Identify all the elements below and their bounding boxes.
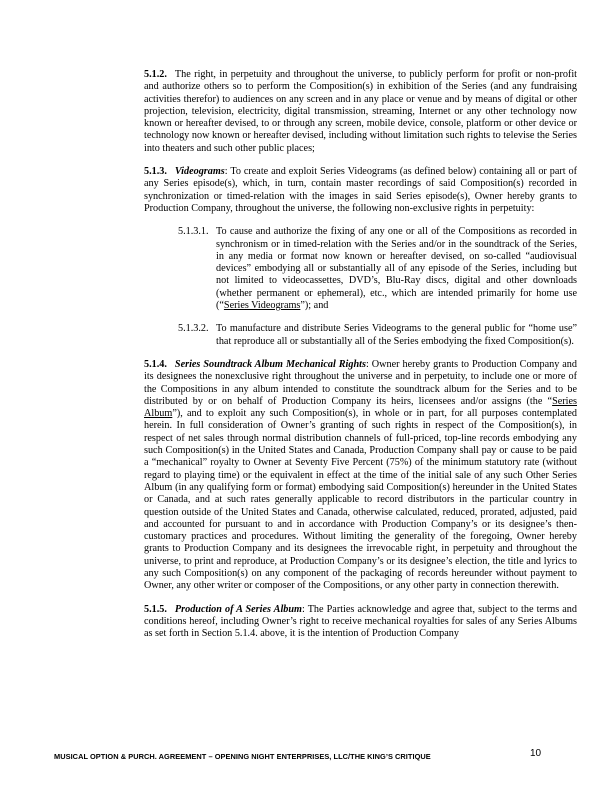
footer-title: MUSICAL OPTION & PURCH. AGREEMENT – OPENING NIGHT ENTERPRISES, LLC/THE KING’S CRITIQUE [54, 752, 431, 761]
document-body [144, 69, 577, 651]
section-heading: Series Soundtrack Album Mechanical Rights [174, 358, 366, 370]
subsection-text-end: ”); and [300, 300, 329, 312]
section-text-end: ”), and to exploit any such Composition(s), in whole or in part, for all purposes contemplated herein. In full consideration of Owner’s granting of such rights in respect of the Composition(s), in respect of net sales through normal distribution channels of full-priced, top-line records embodying any such Composition(s) in the United States and Canada, Production Company shall pay or cause to be paid a “mechanical” royalty to Owner at Seventy Five Percent (75%) of the minimum statutory rate (without regard to playing time) or the equivalent in effect at the time of the initial sale of any such Other Series Album (in any qualifying form or format) embodying said Composition(s) hereunder in the United States or Canada, and at such rates generally applicable to record distributors in the particular country in question outside of the United States and Canada, otherwise calculated, reduced, prorated, adjusted, paid and accounted for pursuant to and in accordance with Production Company’s or its designee’s then-customary practices and procedures. Without limiting the generality of the foregoing, Owner hereby grants to Production Company and its designees the irrevocable right, in perpetuity and throughout the universe, to print and reproduce, at Production Company’s or its designee’s election, the title and lyrics to any such Composition(s) on any component of the packaging of records hereunder without payment to Owner, any other writer or composer of the Compositions, or any other party in connection therewith. [144, 408, 577, 592]
defined-term: Series Album [144, 395, 577, 420]
defined-term: Series Videograms [223, 300, 301, 312]
section-text: : The Parties acknowledge and agree that, subject to the terms and conditions hereof, including Owner’s right to receive mechanical royalties for sales of any Series Albums as set forth in Section 5.1.4. above, it is the intention of Production Company [144, 603, 577, 640]
section-5-1-3-1 [178, 226, 577, 312]
section-5-1-3 [144, 166, 577, 215]
section-5-1-3-2 [178, 323, 577, 348]
subsection-number: 5.1.3.1. [178, 226, 209, 238]
section-5-1-2 [144, 69, 577, 155]
section-text: : Owner hereby grants to Production Company and its designees the nonexclusive right throughout the universe and in perpetuity, to include one or more of the Compositions in any album intended to constitute the soundtrack album for the Series and to be distributed by or on behalf of Production Company its heirs, licensees and/or assigns (the “ [144, 358, 577, 407]
subsection-text: To cause and authorize the fixing of any one or all of the Compositions as recorded in synchronism or in timed-relation with the Series and/or in the soundtrack of the Series, in any media or format now known or hereafter devised, on so-called “audiovisual devices” embodying all or substantially all of any episode of the Series, including but not limited to videocassettes, DVD’s, Blu-Ray discs, digital and other downloads (whether permanent or ephemeral), etc., which are intended primarily for home use (“ [216, 226, 577, 312]
section-number: 5.1.4. [144, 358, 167, 370]
section-5-1-4 [144, 359, 577, 593]
page-number: 10 [530, 748, 542, 759]
section-number: 5.1.2. [144, 69, 167, 80]
section-heading: Production of A Series Album [174, 603, 302, 615]
section-text: : To create and exploit Series Videograms (as defined below) containing all or part of any Series episode(s), which, in turn, contain master recordings of said Composition(s) recorded in synchronization or timed-relation with the images in said Series episode(s), Owner hereby grants to Production Company, throughout the universe, the following non-exclusive rights in perpetuity: [144, 166, 577, 214]
section-5-1-5 [144, 604, 577, 641]
subsection-text: To manufacture and distribute Series Videograms to the general public for “home use” that reproduce all or substantially all of the Series embodying the fixed Composition(s). [216, 323, 577, 347]
section-text: The right, in perpetuity and throughout the universe, to publicly perform for profit or non-profit and authorize others so to perform the Composition(s) in exhibition of the Series (and any fundraising activities therefor) to audiences on any screen and in any place or venue and by means of digital or other projection, television, electricity, digital transmission, streaming, Internet or any other technology now known or hereafter devised, to or through any screen, mobile device, console, platform or other device or technology now known or hereafter devised, including without limitation such rights to televise the Series into theaters and such other public places; [144, 69, 577, 154]
subsection-number: 5.1.3.2. [178, 323, 209, 335]
section-number: 5.1.5. [144, 603, 167, 615]
page-footer [54, 746, 562, 764]
section-heading: Videograms [174, 166, 225, 178]
section-number: 5.1.3. [144, 166, 167, 178]
